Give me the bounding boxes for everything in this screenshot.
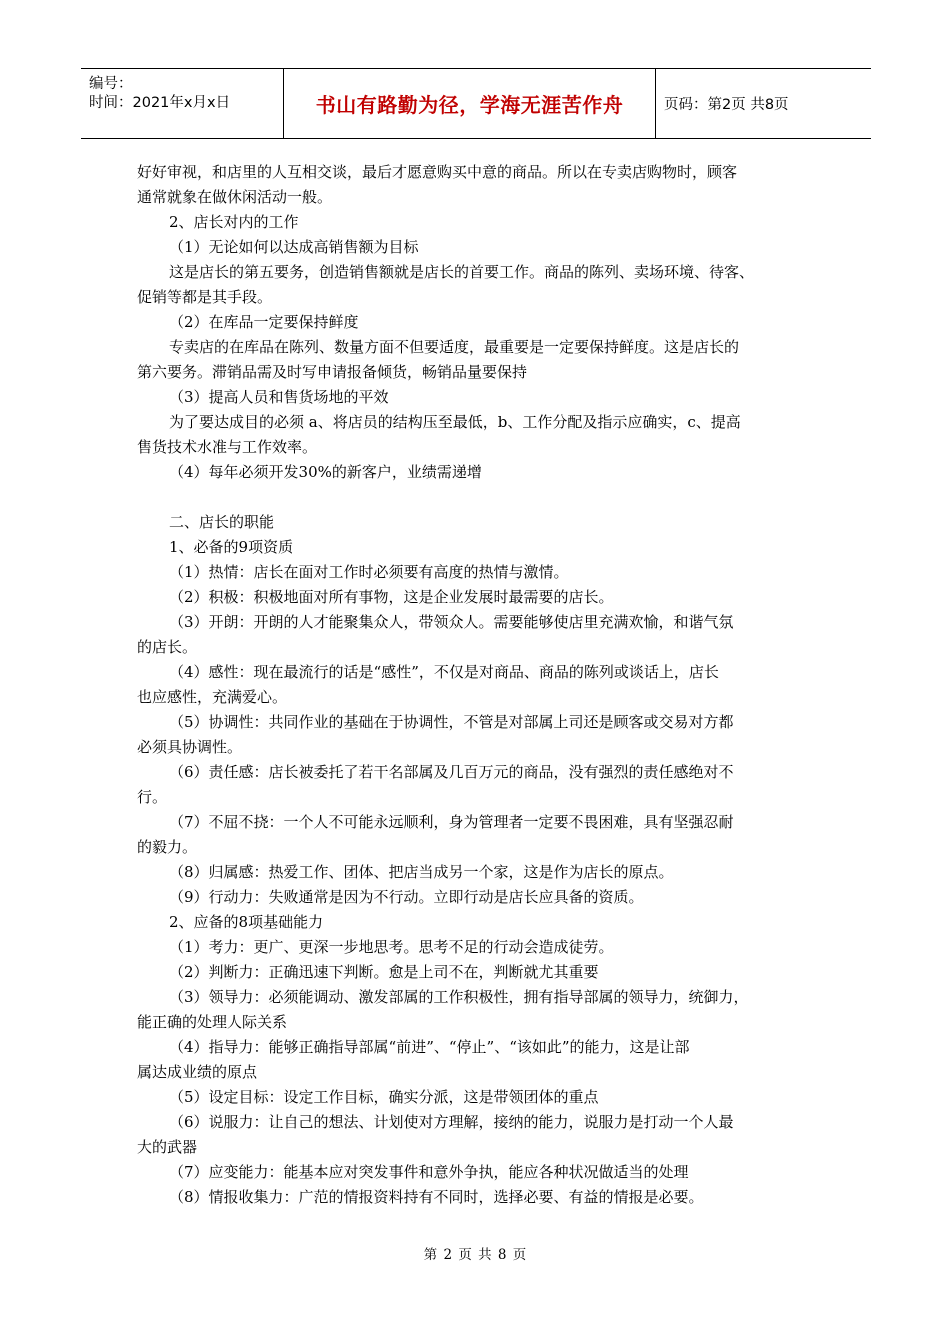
body-text-line: （1）热情：店长在面对工作时必须要有高度的热情与激情。 bbox=[169, 563, 569, 581]
body-text-line: （4）指导力：能够正确指导部属“前进”、“停止”、“该如此”的能力，这是让部 bbox=[169, 1038, 690, 1056]
page-footer bbox=[0, 1243, 950, 1263]
body-text-line: 1、必备的9项资质 bbox=[169, 538, 294, 556]
body-text-line: 第六要务。滞销品需及时写申请报备倾货，畅销品量要保持 bbox=[137, 363, 528, 381]
body-text-line: 为了要达成目的必须 a、将店员的结构压至最低，b、工作分配及指示应确实，c、提高 bbox=[169, 413, 741, 431]
body-text-line: 2、应备的8项基础能力 bbox=[169, 913, 324, 931]
body-text-line: 专卖店的在库品在陈列、数量方面不但要适度，最重要是一定要保持鲜度。这是店长的 bbox=[169, 338, 740, 356]
document-number-label: 编号： bbox=[89, 76, 133, 92]
body-text-line: （8）归属感：热爱工作、团体、把店当成另一个家，这是作为店长的原点。 bbox=[169, 863, 674, 881]
page-header bbox=[81, 68, 871, 139]
body-text-line: （3）领导力：必须能调动、激发部属的工作积极性，拥有指导部属的领导力，统御力， bbox=[169, 988, 749, 1006]
body-text-line: 也应感性，充满爱心。 bbox=[137, 688, 288, 706]
document-date-label: 时间：2021年x月x日 bbox=[89, 95, 231, 111]
body-text-line: （2）在库品一定要保持鲜度 bbox=[169, 313, 359, 331]
body-text-line: 2、店长对内的工作 bbox=[169, 213, 299, 231]
body-text-line: 大的武器 bbox=[137, 1138, 198, 1156]
body-text-line: 的毅力。 bbox=[137, 838, 198, 856]
document-body bbox=[137, 160, 817, 1210]
body-text-line: （5）协调性：共同作业的基础在于协调性，不管是对部属上司还是顾客或交易对方都 bbox=[169, 713, 734, 731]
header-motto-cell bbox=[284, 69, 656, 138]
body-text-line: （5）设定目标：设定工作目标，确实分派，这是带领团体的重点 bbox=[169, 1088, 599, 1106]
footer-page-number: 第 2 页 共 8 页 bbox=[423, 1247, 527, 1263]
body-text-line: （1）无论如何以达成高销售额为目标 bbox=[169, 238, 419, 256]
body-text-line: 能正确的处理人际关系 bbox=[137, 1013, 288, 1031]
body-text-line: 好好审视，和店里的人互相交谈，最后才愿意购买中意的商品。所以在专卖店购物时，顾客 bbox=[137, 163, 738, 181]
body-text-line: 售货技术水准与工作效率。 bbox=[137, 438, 318, 456]
body-text-line: （6）说服力：让自己的想法、计划使对方理解，接纳的能力，说服力是打动一个人最 bbox=[169, 1113, 734, 1131]
body-text-line: （7）不屈不挠：一个人不可能永远顺利，身为管理者一定要不畏困难，具有坚强忍耐 bbox=[169, 813, 734, 831]
body-text-line: （2）判断力：正确迅速下判断。愈是上司不在，判断就尤其重要 bbox=[169, 963, 599, 981]
header-motto: 书山有路勤为径，学海无涯苦作舟 bbox=[315, 93, 624, 117]
body-text-line: 二、店长的职能 bbox=[169, 513, 275, 531]
body-text-line: 促销等都是其手段。 bbox=[137, 288, 273, 306]
body-text-line: 通常就象在做休闲活动一般。 bbox=[137, 188, 333, 206]
body-text-line: （2）积极：积极地面对所有事物，这是企业发展时最需要的店长。 bbox=[169, 588, 614, 606]
blank-line bbox=[137, 485, 817, 510]
body-text-line: 必须具协调性。 bbox=[137, 738, 243, 756]
header-page-code: 页码：第2页 共8页 bbox=[664, 97, 789, 113]
body-text-line: 的店长。 bbox=[137, 638, 198, 656]
header-page-code-cell bbox=[656, 69, 871, 138]
header-meta-cell bbox=[81, 69, 284, 138]
body-text-line: （3）提高人员和售货场地的平效 bbox=[169, 388, 389, 406]
body-text-line: 这是店长的第五要务，创造销售额就是店长的首要工作。商品的陈列、卖场环境、待客、 bbox=[169, 263, 755, 281]
body-text-line: 行。 bbox=[137, 788, 168, 806]
body-text-line: （6）责任感：店长被委托了若干名部属及几百万元的商品，没有强烈的责任感绝对不 bbox=[169, 763, 734, 781]
body-text-line: （8）情报收集力：广范的情报资料持有不同时，选择必要、有益的情报是必要。 bbox=[169, 1188, 704, 1206]
body-text-line: （4）感性：现在最流行的话是“感性”，不仅是对商品、商品的陈列或谈话上，店长 bbox=[169, 663, 719, 681]
body-text-line: （9）行动力：失败通常是因为不行动。立即行动是店长应具备的资质。 bbox=[169, 888, 644, 906]
body-text-line: 属达成业绩的原点 bbox=[137, 1063, 258, 1081]
body-text-line: （1）考力：更广、更深一步地思考。思考不足的行动会造成徒劳。 bbox=[169, 938, 614, 956]
body-text-line: （3）开朗：开朗的人才能聚集众人，带领众人。需要能够使店里充满欢愉，和谐气氛 bbox=[169, 613, 734, 631]
body-text-line: （4）每年必须开发30%的新客户，业绩需递增 bbox=[169, 463, 482, 481]
body-text-line: （7）应变能力：能基本应对突发事件和意外争执，能应各种状况做适当的处理 bbox=[169, 1163, 689, 1181]
